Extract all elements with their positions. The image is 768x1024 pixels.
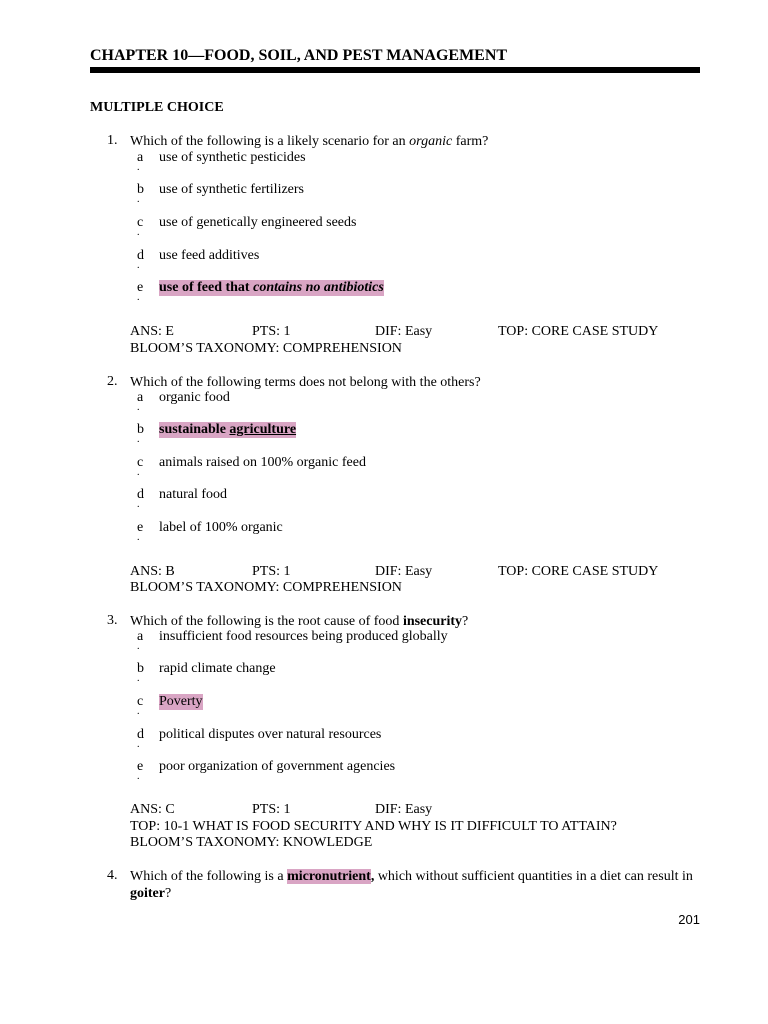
option-dot: .	[137, 739, 140, 750]
option-b	[0, 182, 768, 215]
option-dot: .	[137, 673, 140, 684]
option-dot: .	[137, 292, 140, 303]
option-dot: .	[137, 641, 140, 652]
question-bold-highlighted: micronutrient	[287, 869, 371, 884]
question-number: 1.	[107, 133, 118, 148]
points: PTS: 1	[252, 324, 291, 339]
topic: TOP: CORE CASE STUDY	[498, 564, 659, 579]
answer-key: ANS: B	[130, 564, 175, 579]
option-dot: .	[137, 434, 140, 445]
option-b-answer	[0, 422, 768, 455]
option-d	[0, 727, 768, 760]
option-dot: .	[137, 402, 140, 413]
option-c-answer	[0, 694, 768, 727]
option-d	[0, 487, 768, 520]
question-text	[130, 133, 700, 150]
option-b	[0, 661, 768, 694]
points: PTS: 1	[252, 802, 291, 817]
option-text: poor organization of government agencies	[159, 759, 396, 774]
option-letter: d	[137, 248, 144, 263]
option-text: use of genetically engineered seeds	[159, 215, 357, 230]
option-dot: .	[137, 467, 140, 478]
points: PTS: 1	[252, 564, 291, 579]
option-text-part: use of feed that	[159, 280, 254, 295]
option-text: use of synthetic pesticides	[159, 150, 306, 165]
question-text-part: ?	[462, 614, 469, 629]
option-dot: .	[137, 771, 140, 782]
option-e-answer	[0, 280, 768, 313]
option-a	[0, 390, 768, 423]
option-letter: e	[137, 759, 144, 774]
option-letter: c	[137, 694, 144, 709]
question-text-part: Which of the following is the root cause of food	[130, 614, 403, 629]
question-text: Which of the following terms does not belong with the others?	[130, 375, 481, 390]
question-text-part: farm?	[452, 134, 489, 149]
option-text: use of synthetic fertilizers	[159, 182, 305, 197]
option-a	[0, 150, 768, 183]
option-letter: e	[137, 280, 144, 295]
question-bold: goiter	[130, 886, 165, 901]
question-text-part: ,	[370, 869, 375, 884]
option-dot: .	[137, 499, 140, 510]
option-letter: b	[137, 661, 144, 676]
option-letter: b	[137, 182, 144, 197]
answer-key: ANS: E	[130, 324, 174, 339]
option-text: natural food	[159, 487, 228, 502]
option-letter: a	[137, 629, 144, 644]
option-a	[0, 629, 768, 662]
option-text-underlined: agriculture	[229, 422, 297, 437]
option-text-highlighted	[159, 280, 384, 296]
option-letter: a	[137, 390, 144, 405]
option-dot: .	[137, 532, 140, 543]
question-text	[130, 613, 700, 630]
option-text: use feed additives	[159, 248, 260, 263]
bloom-taxonomy: BLOOM’S TAXONOMY: KNOWLEDGE	[130, 835, 373, 850]
option-dot: .	[137, 194, 140, 205]
option-e	[0, 759, 768, 792]
question-bold: insecurity	[402, 614, 463, 629]
option-letter: d	[137, 727, 144, 742]
option-dot: .	[137, 162, 140, 173]
option-letter: d	[137, 487, 144, 502]
question-text	[130, 868, 700, 902]
option-c	[0, 455, 768, 488]
answer-key: ANS: C	[130, 802, 175, 817]
option-c	[0, 215, 768, 248]
option-letter: e	[137, 520, 144, 535]
option-text: organic food	[159, 390, 230, 405]
option-dot: .	[137, 227, 140, 238]
question-number: 3.	[107, 613, 118, 628]
page-number: 201	[678, 912, 700, 927]
option-text: animals raised on 100% organic feed	[159, 455, 366, 470]
topic: TOP: 10-1 WHAT IS FOOD SECURITY AND WHY IS IT DIFFICULT TO ATTAIN?	[130, 819, 617, 834]
option-text: rapid climate change	[159, 661, 276, 676]
question-text-part: ?	[164, 886, 172, 901]
option-letter: a	[137, 150, 144, 165]
option-dot: .	[137, 260, 140, 271]
option-text-highlighted	[159, 422, 296, 438]
option-text-part: sustainable	[159, 422, 230, 437]
title-rule	[90, 67, 700, 73]
bloom-taxonomy: BLOOM’S TAXONOMY: COMPREHENSION	[130, 341, 402, 356]
option-text: insufficient food resources being produced globally	[159, 629, 448, 644]
option-dot: .	[137, 706, 140, 717]
option-text-emphasis: contains no antibiotics	[253, 280, 384, 295]
option-letter: c	[137, 455, 144, 470]
section-heading: MULTIPLE CHOICE	[90, 100, 224, 115]
topic: TOP: CORE CASE STUDY	[498, 324, 659, 339]
difficulty: DIF: Easy	[375, 564, 433, 579]
option-e	[0, 520, 768, 553]
question-text-part: Which of the following is a likely scenario for an	[130, 134, 410, 149]
option-letter: c	[137, 215, 144, 230]
question-text-part: which without sufficient quantities in a diet can result in	[374, 869, 693, 884]
chapter-title: CHAPTER 10—FOOD, SOIL, AND PEST MANAGEMENT	[90, 47, 508, 64]
option-text-highlighted: Poverty	[159, 694, 203, 709]
option-letter: b	[137, 422, 144, 437]
difficulty: DIF: Easy	[375, 324, 433, 339]
bloom-taxonomy: BLOOM’S TAXONOMY: COMPREHENSION	[130, 580, 402, 595]
difficulty: DIF: Easy	[375, 802, 433, 817]
option-text: label of 100% organic	[159, 520, 283, 535]
question-text-part: Which of the following is a	[130, 869, 288, 884]
question-number: 4.	[107, 868, 118, 883]
option-text: political disputes over natural resources	[159, 727, 382, 742]
question-emphasis: organic	[409, 134, 453, 149]
option-d	[0, 248, 768, 281]
question-number: 2.	[107, 374, 118, 389]
